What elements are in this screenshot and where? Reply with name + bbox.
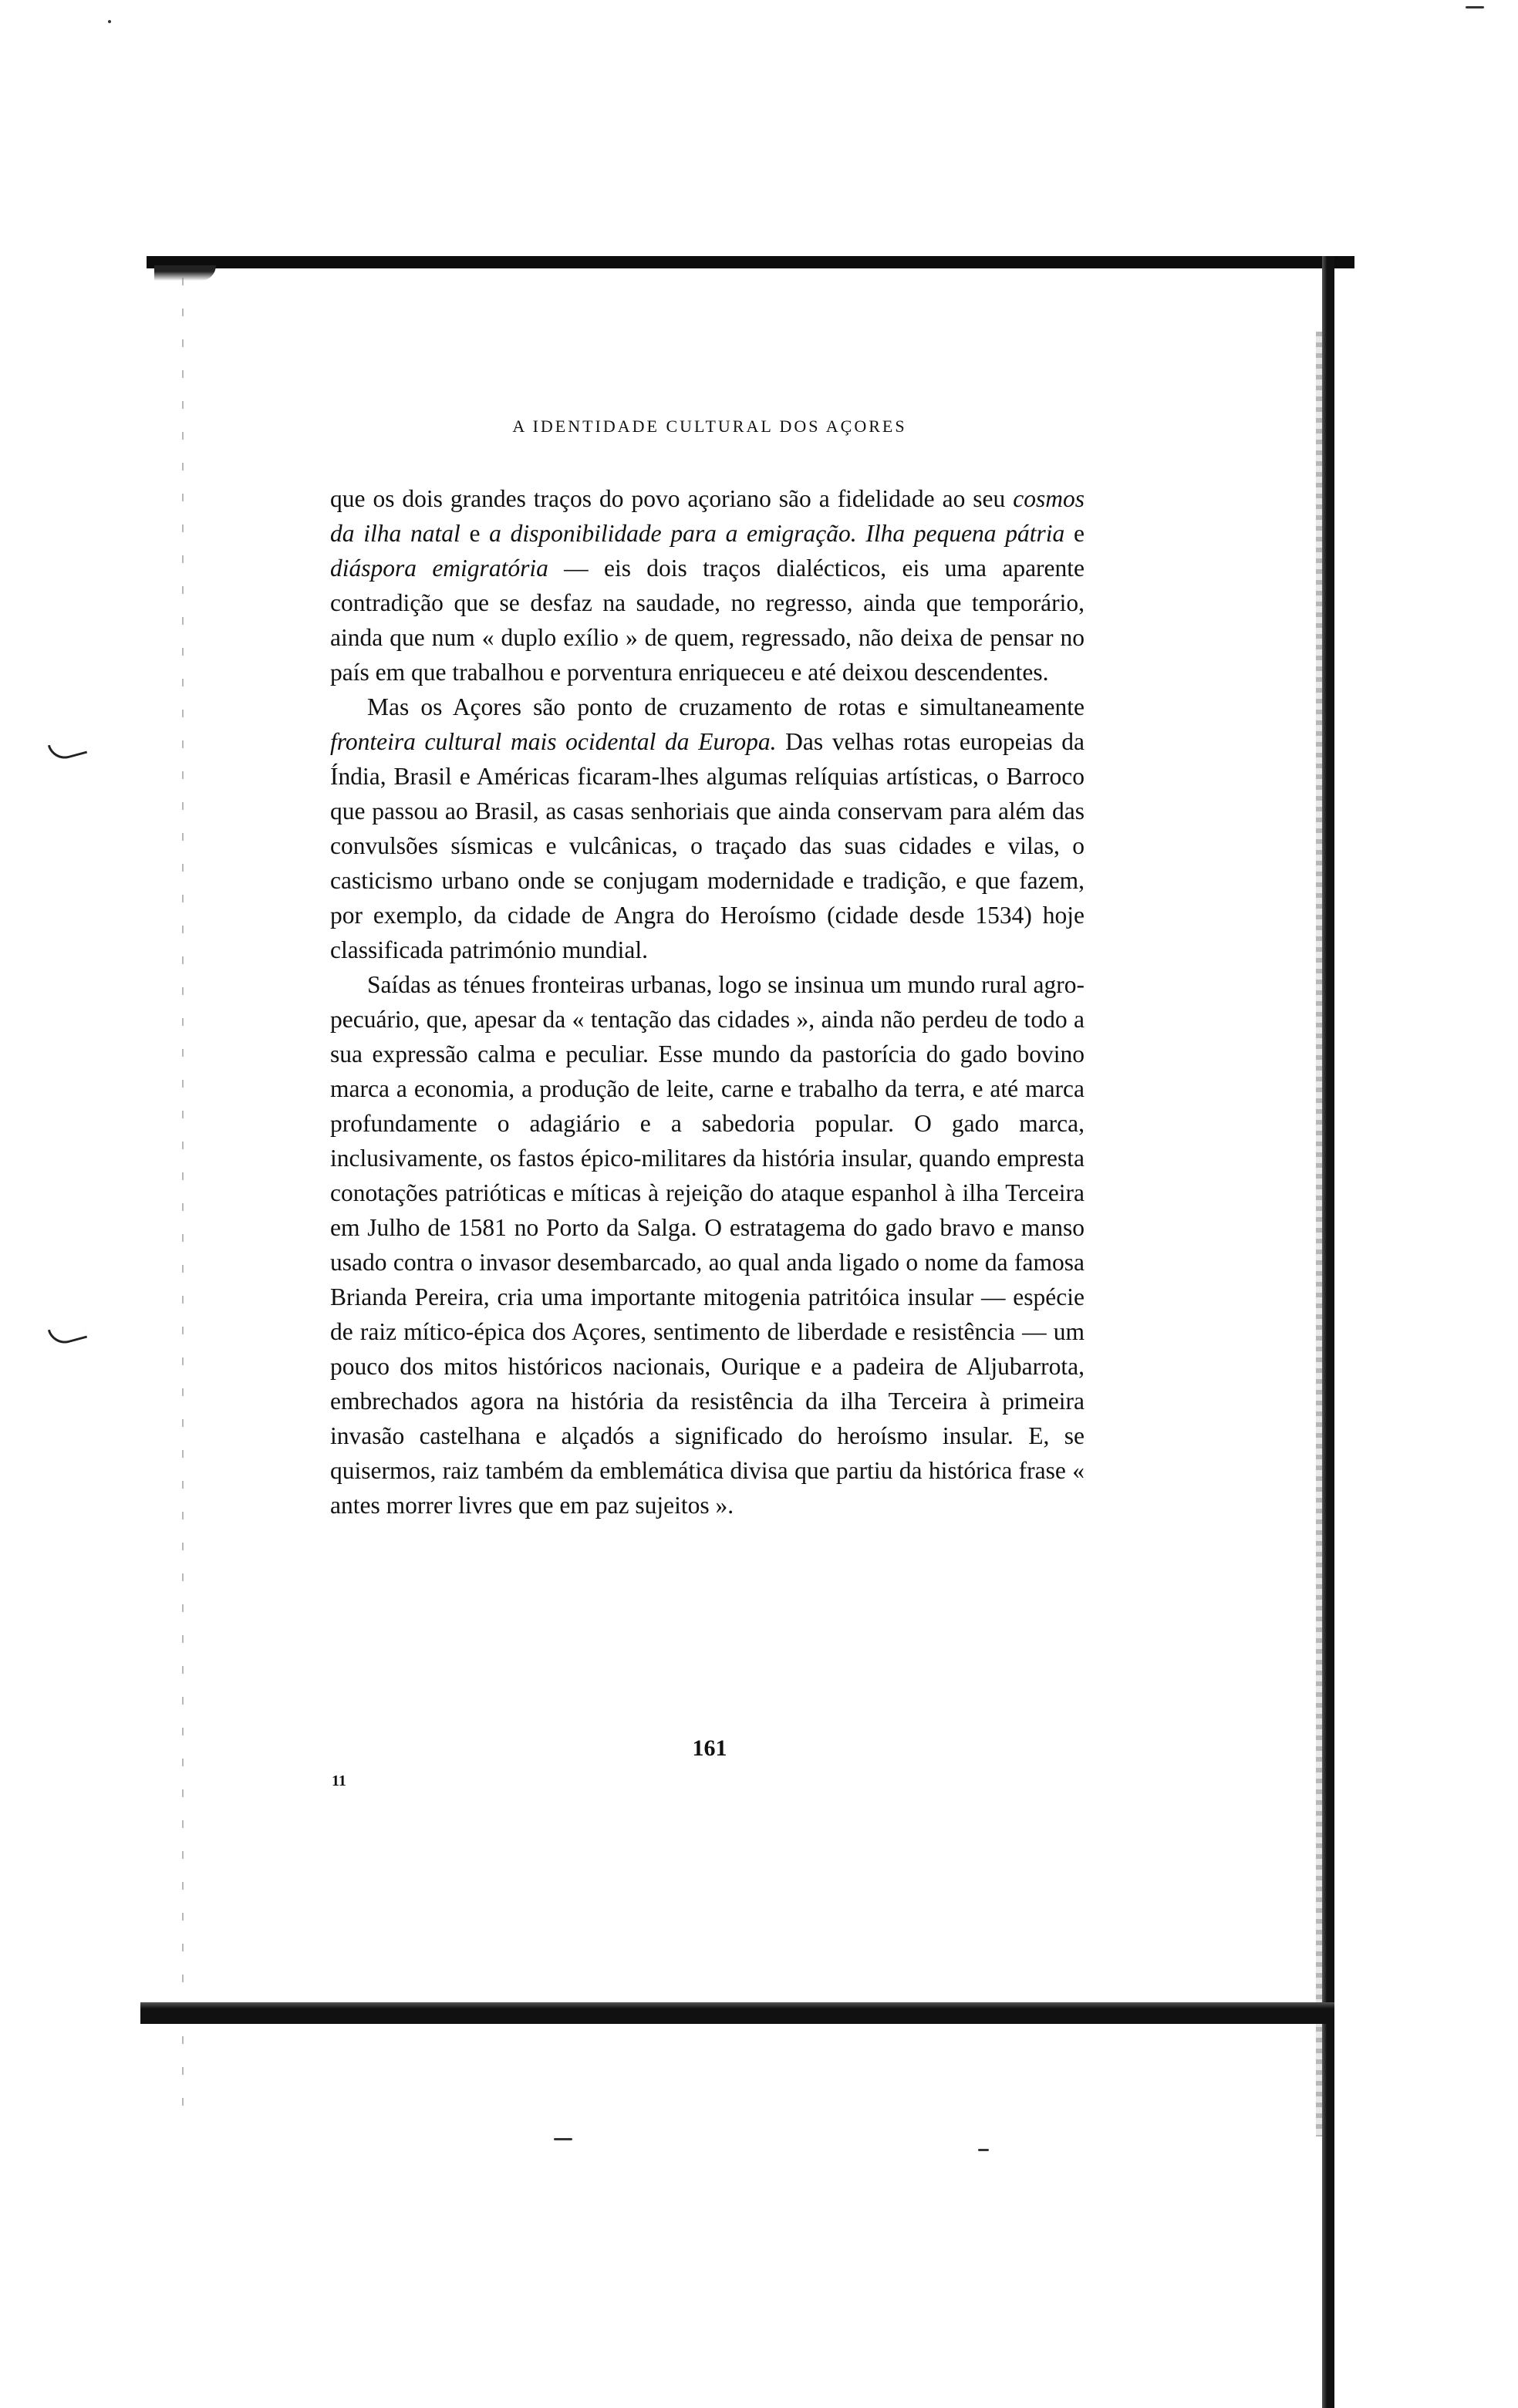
paragraph [330, 481, 1085, 690]
body-text [330, 481, 1085, 1523]
paragraph-text: e [1064, 520, 1085, 547]
scan-frame-right [1322, 256, 1334, 2408]
scan-speck [1466, 6, 1484, 8]
paragraph-text: Saídas as ténues fronteiras urbanas, logo se insinua um mundo rural agro-pecuário, que, apesar da « tentação das cidades », ainda não perdeu de todo a sua expressão calma e peculiar. Esse mundo da pastorícia do gado bovino marca a economia, a produção de leite, carne e trabalho da terra, e até marca profundamente o adagiário e a sabedoria popular. O gado marca, inclusivamente, os fastos épico-militares da história insular, quando empresta conotações patrióticas e míticas à rejeição do ataque espanhol à ilha Terceira em Julho de 1581 no Porto da Salga. O estratagema do gado bravo e manso usado contra o invasor desembarcado, ao qual anda ligado o nome da famosa Brianda Pereira, cria uma importante mitogenia patritóica insular — espécie de raiz mítico-épica dos Açores, sentimento de liberdade e resistência — um pouco dos mitos históricos nacionais, Ourique e a padeira de Aljubarrota, embrechados agora na história da resistência da ilha Terceira à primeira invasão castelhana e alçadós a significado do heroísmo insular. E, se quisermos, raiz também da emblemática divisa que partiu da histórica frase « antes morrer livres que em paz sujeitos ». [330, 971, 1085, 1519]
italic-text: fronteira cultural mais ocidental da Europa. [330, 728, 777, 755]
paragraph-text: que os dois grandes traços do povo açoriano são a fidelidade ao seu [330, 485, 1014, 512]
scan-frame-corner [154, 265, 216, 281]
signature-mark: 11 [332, 1772, 346, 1789]
scan-bracket-mark [48, 736, 87, 762]
italic-text: diáspora emigratória [330, 555, 548, 582]
paragraph [330, 690, 1085, 967]
italic-text: cosmos da ilha natal [330, 485, 1085, 547]
paragraph [330, 967, 1085, 1523]
scan-frame-right-shadow [1316, 332, 1322, 2137]
scan-bracket-mark [48, 1320, 87, 1347]
scan-speck [554, 2138, 572, 2140]
scan-speck [978, 2149, 989, 2151]
paragraph-text: Das velhas rotas europeias da Índia, Brasil e Américas ficaram-lhes algumas relíquias artísticas, o Barroco que passou ao Brasil, as casas senhoriais que ainda conservam para além das convulsões sísmicas e vulcânicas, o traçado das suas cidades e vilas, o casticismo urbano onde se conjugam modernidade e tradição, e que fazem, por exemplo, da cidade de Angra do Heroísmo (cidade desde 1534) hoje classificada património mundial. [330, 728, 1085, 963]
scan-left-margin-line [182, 278, 184, 2113]
running-head: A IDENTIDADE CULTURAL DOS AÇORES [512, 417, 907, 436]
scan-frame-top [147, 256, 1354, 268]
page-number: 161 [692, 1735, 727, 1761]
paragraph-text: e [460, 520, 490, 547]
paragraph-text: — eis dois traços dialécticos, eis uma aparente contradição que se desfaz na saudade, no regresso, ainda que temporário, ainda que num « duplo exílio » de quem, regressado, não deixa de pensar no país em que trabalhou e porventura enriqueceu e até deixou descendentes. [330, 555, 1085, 686]
scan-frame-bottom [140, 2002, 1334, 2024]
paragraph-text: Mas os Açores são ponto de cruzamento de rotas e simultaneamente [367, 693, 1085, 720]
scan-speck [108, 20, 111, 23]
italic-text: a disponibilidade para a emigração. Ilha pequena pátria [489, 520, 1065, 547]
